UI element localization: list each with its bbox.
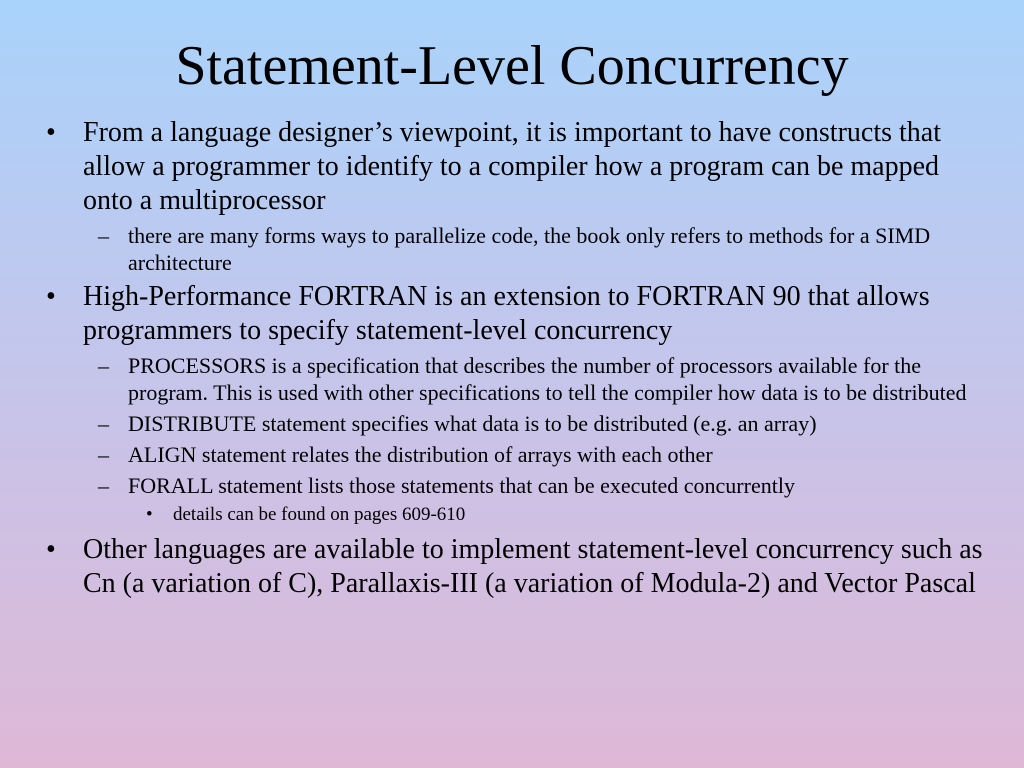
sub-bullet-text: FORALL statement lists those statements that can be executed concurrently	[128, 473, 795, 498]
bullet-marker: •	[146, 504, 153, 525]
sub-bullet-item	[0, 410, 1024, 437]
bullet-item	[0, 280, 1024, 348]
sub-bullet-text: there are many forms ways to parallelize code, the book only refers to methods for a SIMD architecture	[128, 223, 931, 275]
dash-marker: –	[98, 411, 109, 436]
bullet-item	[0, 533, 1024, 601]
sub-bullet-item	[0, 222, 1024, 276]
bullet-marker: •	[46, 281, 56, 312]
sub-bullet-item	[0, 352, 1024, 406]
bullet-text: Other languages are available to implement statement-level concurrency such as Cn (a variation of C), Parallaxis-III (a variation of Modula-2) and Vector Pascal	[83, 534, 983, 599]
sub-bullet-text: ALIGN statement relates the distribution of arrays with each other	[128, 442, 713, 467]
bullet-text: High-Performance FORTRAN is an extension to FORTRAN 90 that allows programmers to specify statement-level concurrency	[83, 281, 930, 346]
sub-sub-bullet-text: details can be found on pages 609-610	[173, 504, 466, 525]
dash-marker: –	[98, 473, 109, 498]
bullet-list	[0, 116, 1024, 605]
sub-bullet-text: PROCESSORS is a specification that describes the number of processors available for the program. This is used with other specifications to tell the compiler how data is to be distributed	[128, 353, 967, 405]
bullet-marker: •	[46, 534, 56, 565]
bullet-text: From a language designer’s viewpoint, it is important to have constructs that allow a programmer to identify to a compiler how a program can be mapped onto a multiprocessor	[83, 117, 941, 216]
slide-title: Statement-Level Concurrency	[175, 35, 849, 97]
sub-bullet-item	[0, 472, 1024, 499]
dash-marker: –	[98, 223, 109, 248]
dash-marker: –	[98, 353, 109, 378]
sub-bullet-text: DISTRIBUTE statement specifies what data is to be distributed (e.g. an array)	[128, 411, 817, 436]
bullet-marker: •	[46, 117, 56, 148]
sub-sub-bullet-item	[0, 503, 1024, 527]
bullet-item	[0, 116, 1024, 218]
sub-bullet-item	[0, 441, 1024, 468]
dash-marker: –	[98, 442, 109, 467]
